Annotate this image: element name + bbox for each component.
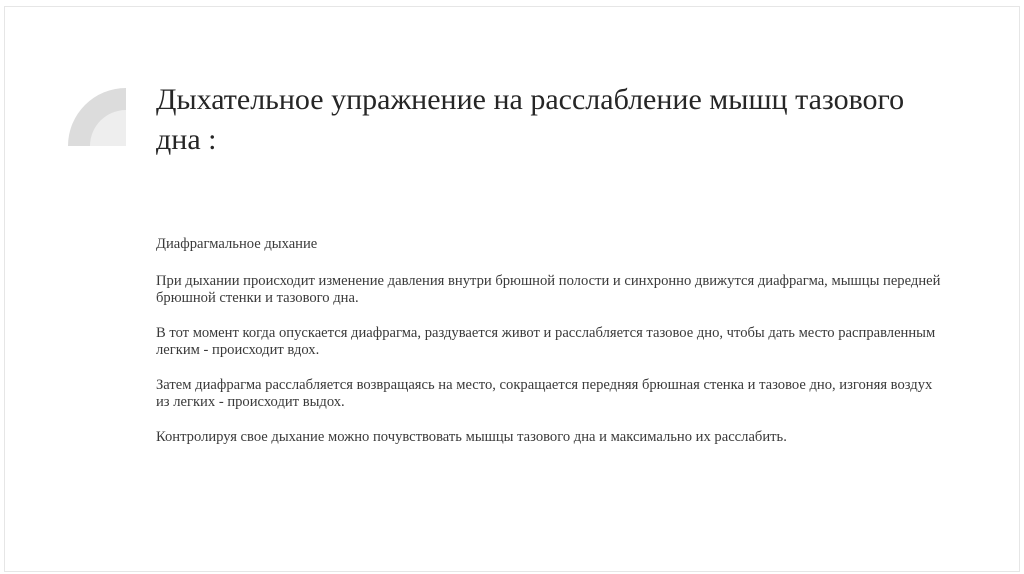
quarter-circle-decoration-icon — [68, 88, 126, 146]
slide-title: Дыхательное упражнение на расслабление мышц тазового дна : — [156, 83, 905, 156]
paragraph-1: При дыхании происходит изменение давления внутри брюшной полости и синхронно движутся диафрагма, мышцы передней брюшной стенки и тазового дна. — [156, 273, 941, 306]
paragraph-4: Контролируя свое дыхание можно почувствовать мышцы тазового дна и максимально их расслабить. — [156, 429, 787, 445]
paragraph-2: В тот момент когда опускается диафрагма, раздувается живот и расслабляется тазовое дно, чтобы дать место расправленным легким - происходит вдох. — [156, 325, 936, 358]
subheading: Диафрагмальное дыхание — [156, 236, 318, 252]
slide-body — [156, 236, 946, 464]
paragraph-3: Затем диафрагма расслабляется возвращаясь на место, сокращается передняя брюшная стенка и тазовое дно, изгоняя воздух из легких - происходит выдох. — [156, 377, 933, 410]
